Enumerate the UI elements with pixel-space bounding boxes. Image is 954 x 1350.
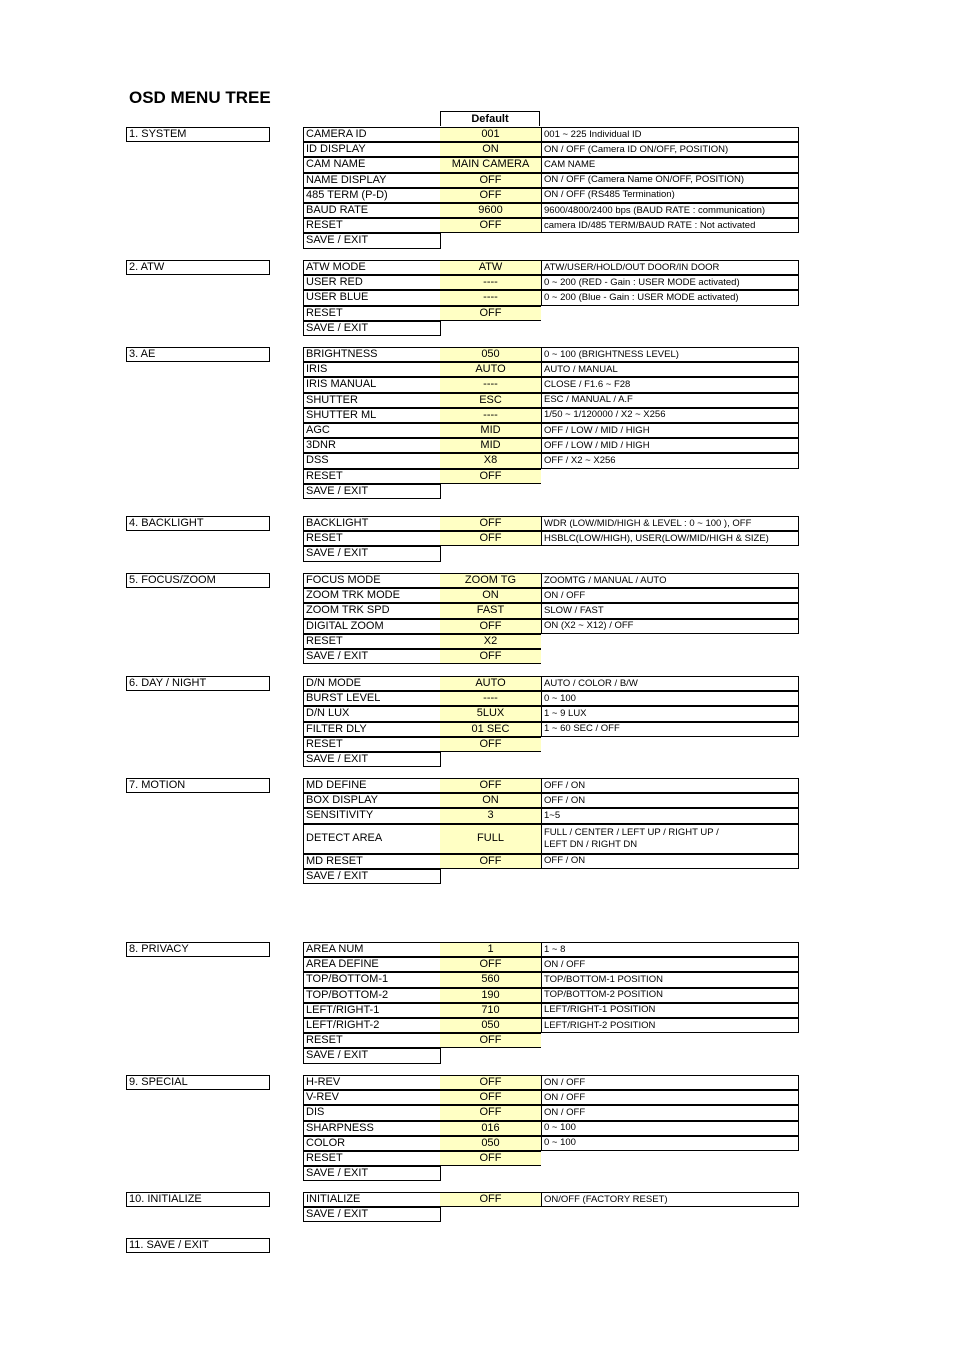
menu-item-label: SAVE / EXIT bbox=[303, 1048, 441, 1063]
option-description: ON / OFF bbox=[541, 1105, 799, 1120]
menu-item-label: ZOOM TRK SPD bbox=[303, 603, 441, 618]
option-description: ESC / MANUAL / A.F bbox=[541, 393, 799, 408]
default-value: OFF bbox=[440, 1075, 541, 1090]
menu-item-label: SAVE / EXIT bbox=[303, 649, 441, 664]
option-description: 0 ~ 100 bbox=[541, 1121, 799, 1136]
option-description: ON / OFF bbox=[541, 957, 799, 972]
menu-item-label: TOP/BOTTOM-1 bbox=[303, 972, 441, 987]
default-value: 1 bbox=[440, 942, 541, 957]
default-value: OFF bbox=[440, 218, 541, 233]
menu-item-label: AREA DEFINE bbox=[303, 957, 441, 972]
page-title: OSD MENU TREE bbox=[129, 88, 271, 107]
option-description: 0 ~ 100 bbox=[541, 691, 799, 706]
option-description: TOP/BOTTOM-2 POSITION bbox=[541, 988, 799, 1003]
default-value: 01 SEC bbox=[440, 722, 541, 737]
category-label: 6. DAY / NIGHT bbox=[126, 676, 270, 691]
menu-item-label: ZOOM TRK MODE bbox=[303, 588, 441, 603]
category-label: 10. INITIALIZE bbox=[126, 1192, 270, 1207]
option-description: AUTO / MANUAL bbox=[541, 362, 799, 377]
option-description: OFF / ON bbox=[541, 854, 799, 869]
menu-item-label: AREA NUM bbox=[303, 942, 441, 957]
category-label: 3. AE bbox=[126, 347, 270, 362]
option-description: OFF / X2 ~ X256 bbox=[541, 453, 799, 468]
menu-item-label: BRIGHTNESS bbox=[303, 347, 441, 362]
menu-item-label: RESET bbox=[303, 218, 441, 233]
default-value: OFF bbox=[440, 778, 541, 793]
menu-item-label: SHARPNESS bbox=[303, 1121, 441, 1136]
default-value: 050 bbox=[440, 1136, 541, 1151]
menu-item-label: H-REV bbox=[303, 1075, 441, 1090]
option-description: 1/50 ~ 1/120000 / X2 ~ X256 bbox=[541, 408, 799, 423]
menu-item-label: SAVE / EXIT bbox=[303, 233, 441, 248]
option-description: ON (X2 ~ X12) / OFF bbox=[541, 619, 799, 634]
menu-item-label: IRIS MANUAL bbox=[303, 377, 441, 392]
option-description: OFF / ON bbox=[541, 793, 799, 808]
default-value: ON bbox=[440, 588, 541, 603]
default-value: 050 bbox=[440, 347, 541, 362]
option-description: 1~5 bbox=[541, 808, 799, 823]
default-value: AUTO bbox=[440, 362, 541, 377]
option-description: 0 ~ 200 (Blue - Gain : USER MODE activated) bbox=[541, 290, 799, 305]
default-value: OFF bbox=[440, 854, 541, 869]
menu-item-label: D/N LUX bbox=[303, 706, 441, 721]
default-value: X8 bbox=[440, 453, 541, 468]
option-description: camera ID/485 TERM/BAUD RATE : Not activated bbox=[541, 218, 799, 233]
menu-item-label: ID DISPLAY bbox=[303, 142, 441, 157]
default-value: 5LUX bbox=[440, 706, 541, 721]
menu-item-label: DIS bbox=[303, 1105, 441, 1120]
default-value: 710 bbox=[440, 1003, 541, 1018]
option-description: OFF / LOW / MID / HIGH bbox=[541, 438, 799, 453]
default-value: OFF bbox=[440, 1192, 541, 1207]
option-description: 1 ~ 60 SEC / OFF bbox=[541, 722, 799, 737]
default-value: FAST bbox=[440, 603, 541, 618]
menu-item-label: RESET bbox=[303, 634, 441, 649]
default-value: 560 bbox=[440, 972, 541, 987]
option-description: ZOOMTG / MANUAL / AUTO bbox=[541, 573, 799, 588]
option-description: 0 ~ 100 bbox=[541, 1136, 799, 1151]
menu-item-label: SAVE / EXIT bbox=[303, 321, 441, 336]
menu-item-label: DETECT AREA bbox=[303, 824, 441, 854]
default-value: OFF bbox=[440, 516, 541, 531]
default-value: OFF bbox=[440, 957, 541, 972]
menu-item-label: ATW MODE bbox=[303, 260, 441, 275]
default-value: AUTO bbox=[440, 676, 541, 691]
option-description: CAM NAME bbox=[541, 157, 799, 172]
default-value: FULL bbox=[440, 824, 541, 854]
menu-item-label: CAMERA ID bbox=[303, 127, 441, 142]
option-description: SLOW / FAST bbox=[541, 603, 799, 618]
default-value: MAIN CAMERA bbox=[440, 157, 541, 172]
default-value: 016 bbox=[440, 1121, 541, 1136]
default-value: MID bbox=[440, 438, 541, 453]
default-value: OFF bbox=[440, 1090, 541, 1105]
menu-item-label: SAVE / EXIT bbox=[303, 752, 441, 767]
default-value: OFF bbox=[440, 737, 541, 752]
default-value: OFF bbox=[440, 1033, 541, 1048]
menu-item-label: FILTER DLY bbox=[303, 722, 441, 737]
menu-item-label: 485 TERM (P-D) bbox=[303, 188, 441, 203]
menu-item-label: LEFT/RIGHT-1 bbox=[303, 1003, 441, 1018]
default-value: OFF bbox=[440, 1105, 541, 1120]
menu-item-label: RESET bbox=[303, 1033, 441, 1048]
category-label: 4. BACKLIGHT bbox=[126, 516, 270, 531]
option-description: CLOSE / F1.6 ~ F28 bbox=[541, 377, 799, 392]
menu-item-label: RESET bbox=[303, 306, 441, 321]
default-value: OFF bbox=[440, 306, 541, 321]
menu-item-label: SAVE / EXIT bbox=[303, 1207, 441, 1222]
menu-item-label: BACKLIGHT bbox=[303, 516, 441, 531]
default-value: ---- bbox=[440, 290, 541, 305]
option-description: AUTO / COLOR / B/W bbox=[541, 676, 799, 691]
default-value: 9600 bbox=[440, 203, 541, 218]
menu-item-label: MD DEFINE bbox=[303, 778, 441, 793]
menu-item-label: RESET bbox=[303, 469, 441, 484]
menu-item-label: IRIS bbox=[303, 362, 441, 377]
category-label: 5. FOCUS/ZOOM bbox=[126, 573, 270, 588]
default-value: ON bbox=[440, 793, 541, 808]
default-value: MID bbox=[440, 423, 541, 438]
menu-item-label: RESET bbox=[303, 737, 441, 752]
menu-item-label: BOX DISPLAY bbox=[303, 793, 441, 808]
default-value: OFF bbox=[440, 188, 541, 203]
default-value: OFF bbox=[440, 469, 541, 484]
option-description: ATW/USER/HOLD/OUT DOOR/IN DOOR bbox=[541, 260, 799, 275]
category-label: 11. SAVE / EXIT bbox=[126, 1238, 270, 1253]
menu-item-label: V-REV bbox=[303, 1090, 441, 1105]
menu-item-label: RESET bbox=[303, 531, 441, 546]
option-description: TOP/BOTTOM-1 POSITION bbox=[541, 972, 799, 987]
option-description: ON/OFF (FACTORY RESET) bbox=[541, 1192, 799, 1207]
option-description: HSBLC(LOW/HIGH), USER(LOW/MID/HIGH & SIZE) bbox=[541, 531, 799, 546]
menu-item-label: NAME DISPLAY bbox=[303, 173, 441, 188]
menu-item-label: DSS bbox=[303, 453, 441, 468]
option-description: LEFT/RIGHT-1 POSITION bbox=[541, 1003, 799, 1018]
option-description: ON / OFF (RS485 Termination) bbox=[541, 188, 799, 203]
default-value: 001 bbox=[440, 127, 541, 142]
option-description: WDR (LOW/MID/HIGH & LEVEL : 0 ~ 100 ), OFF bbox=[541, 516, 799, 531]
default-value: ESC bbox=[440, 393, 541, 408]
category-label: 2. ATW bbox=[126, 260, 270, 275]
default-value: X2 bbox=[440, 634, 541, 649]
option-description: OFF / ON bbox=[541, 778, 799, 793]
category-label: 9. SPECIAL bbox=[126, 1075, 270, 1090]
menu-item-label: INITIALIZE bbox=[303, 1192, 441, 1207]
option-description: ON / OFF bbox=[541, 588, 799, 603]
option-description: 0 ~ 100 (BRIGHTNESS LEVEL) bbox=[541, 347, 799, 362]
menu-item-label: TOP/BOTTOM-2 bbox=[303, 988, 441, 1003]
menu-item-label: 3DNR bbox=[303, 438, 441, 453]
menu-item-label: SAVE / EXIT bbox=[303, 1166, 441, 1181]
option-description: 9600/4800/2400 bps (BAUD RATE : communication) bbox=[541, 203, 799, 218]
option-description: OFF / LOW / MID / HIGH bbox=[541, 423, 799, 438]
default-value: 3 bbox=[440, 808, 541, 823]
default-value: ON bbox=[440, 142, 541, 157]
default-value: OFF bbox=[440, 619, 541, 634]
menu-item-label: SHUTTER ML bbox=[303, 408, 441, 423]
menu-item-label: SAVE / EXIT bbox=[303, 546, 441, 561]
default-value: OFF bbox=[440, 531, 541, 546]
default-value: ---- bbox=[440, 377, 541, 392]
default-value: ---- bbox=[440, 408, 541, 423]
default-value: ---- bbox=[440, 691, 541, 706]
option-description: ON / OFF (Camera Name ON/OFF, POSITION) bbox=[541, 173, 799, 188]
menu-item-label: SENSITIVITY bbox=[303, 808, 441, 823]
default-value: ---- bbox=[440, 275, 541, 290]
category-label: 1. SYSTEM bbox=[126, 127, 270, 142]
menu-item-label: D/N MODE bbox=[303, 676, 441, 691]
default-value: ATW bbox=[440, 260, 541, 275]
menu-item-label: MD RESET bbox=[303, 854, 441, 869]
option-description: FULL / CENTER / LEFT UP / RIGHT UP / LEFT DN / RIGHT DN bbox=[541, 824, 799, 854]
category-label: 7. MOTION bbox=[126, 778, 270, 793]
menu-item-label: RESET bbox=[303, 1151, 441, 1166]
menu-item-label: SHUTTER bbox=[303, 393, 441, 408]
default-value: OFF bbox=[440, 173, 541, 188]
default-value: 190 bbox=[440, 988, 541, 1003]
option-description: 0 ~ 200 (RED - Gain : USER MODE activated) bbox=[541, 275, 799, 290]
menu-item-label: USER BLUE bbox=[303, 290, 441, 305]
default-value: ZOOM TG bbox=[440, 573, 541, 588]
category-label: 8. PRIVACY bbox=[126, 942, 270, 957]
default-value: OFF bbox=[440, 649, 541, 664]
option-description: ON / OFF bbox=[541, 1090, 799, 1105]
menu-item-label: COLOR bbox=[303, 1136, 441, 1151]
option-description: 1 ~ 8 bbox=[541, 942, 799, 957]
menu-item-label: BAUD RATE bbox=[303, 203, 441, 218]
menu-item-label: DIGITAL ZOOM bbox=[303, 619, 441, 634]
default-value: 050 bbox=[440, 1018, 541, 1033]
menu-item-label: SAVE / EXIT bbox=[303, 869, 441, 884]
menu-item-label: BURST LEVEL bbox=[303, 691, 441, 706]
menu-item-label: USER RED bbox=[303, 275, 441, 290]
option-description: 1 ~ 9 LUX bbox=[541, 706, 799, 721]
menu-item-label: AGC bbox=[303, 423, 441, 438]
default-column-header: Default bbox=[440, 111, 540, 126]
menu-item-label: LEFT/RIGHT-2 bbox=[303, 1018, 441, 1033]
default-value: OFF bbox=[440, 1151, 541, 1166]
menu-item-label: CAM NAME bbox=[303, 157, 441, 172]
option-description: LEFT/RIGHT-2 POSITION bbox=[541, 1018, 799, 1033]
option-description: ON / OFF (Camera ID ON/OFF, POSITION) bbox=[541, 142, 799, 157]
option-description: ON / OFF bbox=[541, 1075, 799, 1090]
menu-item-label: SAVE / EXIT bbox=[303, 484, 441, 499]
menu-item-label: FOCUS MODE bbox=[303, 573, 441, 588]
option-description: 001 ~ 225 Individual ID bbox=[541, 127, 799, 142]
